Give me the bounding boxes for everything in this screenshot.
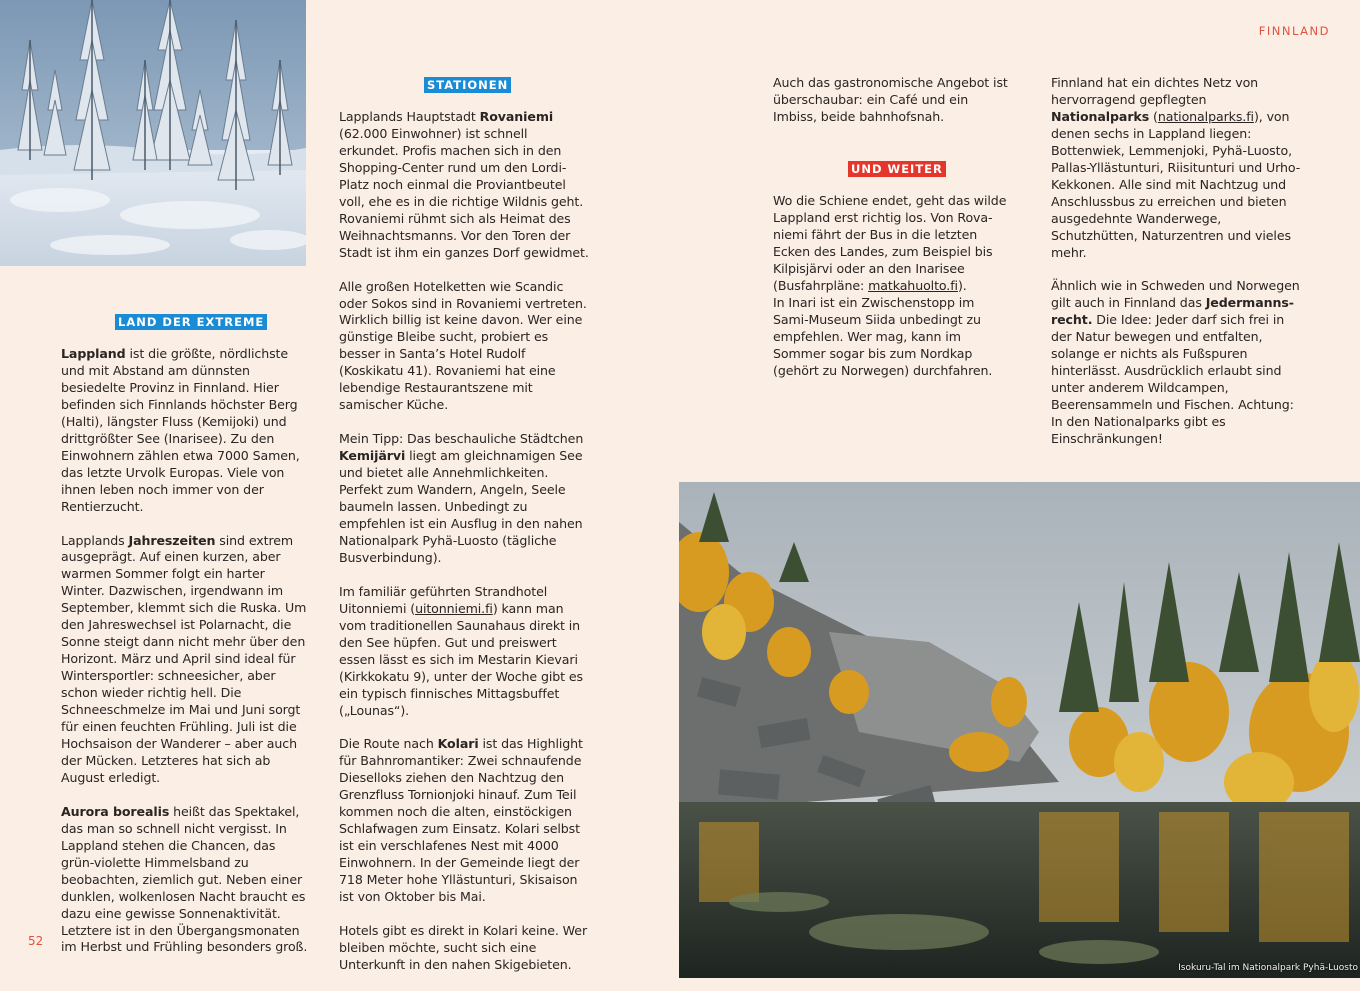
column-3-top (773, 75, 1008, 143)
link-nationalparks[interactable]: nationalparks.fi (1157, 108, 1254, 124)
paragraph: Lapplands Jahreszeiten sind extrem ausgeprägt. Auf einen kurzen, aber warmen Sommer folgt ein harter Winter. Dazwischen, irgendwann im September, klemmt sich die Ruska. Um den Jahreswechsel ist Polarnacht, die Sonne steigt dann nicht mehr über den Horizont. März und April sind ideal für Wintersportler: schneesicher, aber schon wieder richtig hell. Die Schneeschmelze im Mai und Juni sorgt für einen feuchten Frühling. Juli ist die Hochsaison der Wanderer – aber auch der Mücken. Letzteres hat sich ab August erledigt. (61, 532, 307, 785)
paragraph: Alle großen Hotelketten wie Scandic oder Sokos sind in Rovaniemi vertreten. Wirklich billig ist keine davon. Wer eine günstige Bleibe sucht, probiert es besser in Santa’s Hotel Rudolf (Koskikatu 41). Rovaniemi hat eine lebendige Restaurantszene mit samischer Küche. (339, 278, 587, 413)
paragraph: Im familiär geführten Strandhotel Uitonniemi (uitonniemi.fi) kann man vom traditionellen Saunahaus direkt in den See hüpfen. Gut und preiswert essen lässt es sich im Mestarin Kievari (Kirkkokatu 9), unter der Woche gibt es ein typisch finnisches Mittagsbuffet („Lounas“). (339, 583, 584, 718)
column-2 (339, 109, 589, 991)
tag-und-weiter: UND WEITER (848, 161, 946, 177)
paragraph: Hotels gibt es direkt in Kolari keine. Wer bleiben möchte, sucht sich eine Unterkunft in den nahen Skigebieten. (339, 922, 588, 972)
column-4 (1051, 75, 1303, 465)
column-1 (61, 346, 309, 973)
snowy-forest-photo (0, 0, 306, 266)
page-number: 52 (28, 934, 44, 948)
paragraph: Finnland hat ein dichtes Netz von hervorragend gepflegten Nationalparks (nationalparks.fi), von denen sechs in Lappland liegen: Bottenwiek, Lemmenjoki, Pyhä-Luosto, Pallas-Yllästunturi, Riisitunturi und Urho-Kekkonen. Alle sind mit Nachtzug und Anschlussbus zu erreichen und bieten ausgedehnte Wanderwege, Schutzhütten, Naturzentren und vieles mehr. (1051, 75, 1301, 260)
paragraph: Auch das gastronomische Angebot ist überschaubar: ein Café und ein Imbiss, beide bahnhofsnah. (773, 75, 1008, 124)
link-matkahuolto[interactable]: matkahuolto.fi (868, 277, 958, 293)
tag-land-der-extreme: LAND DER EXTREME (115, 314, 267, 330)
paragraph: Aurora borealis heißt das Spektakel, das man so schnell nicht vergisst. In Lappland stehen die Chancen, das grün-violette Himmelsband zu beobachten, ziemlich gut. Neben einer dunklen, wolkenlosen Nacht braucht es dazu eine gewisse Sonnenaktivität. Letztere ist in den Übergangsmonaten im Herbst und Frühling besonders groß. (61, 803, 308, 955)
tag-stationen: STATIONEN (424, 77, 511, 93)
paragraph: Mein Tipp: Das beschauliche Städtchen Kemijärvi liegt am gleichnamigen See und bietet alle Annehmlichkeiten. Perfekt zum Wandern, Angeln, Seele baumeln lassen. Unbedingt zu empfehlen ist ein Ausflug in den nahen Nationalpark Pyhä-Luosto (tägliche Busverbindung). (339, 431, 584, 565)
section-header: FINNLAND (1258, 24, 1330, 38)
column-3 (773, 193, 1008, 396)
autumn-lake-photo (679, 482, 1360, 978)
photo-caption: Isokuru-Tal im Nationalpark Pyhä-Luosto (1178, 963, 1358, 973)
link-uitonniemi[interactable]: uitonniemi.fi (415, 600, 493, 616)
paragraph: Wo die Schiene endet, geht das wilde Lappland erst richtig los. Von Rovaniemi fährt der Bus in die letzten Ecken des Landes, zum Beispiel bis Kilpisjärvi oder an den Inarisee (Busfahrpläne: matkahuolto.fi). In Inari ist ein Zwischenstopp im Sami-Museum Siida unbedingt zu empfehlen. Wer mag, kann im Sommer sogar bis zum Nordkap (gehört zu Norwegen) durchfahren. (773, 193, 1007, 378)
paragraph: Ähnlich wie in Schweden und Norwegen gilt auch in Finnland das Jedermannsrecht. Die Idee: Jeder darf sich frei in der Natur bewegen und entfalten, solange er nichts als Fußspuren hinterlässt. Ausdrücklich erlaubt sind unter anderem Wildcampen, Beerensammeln und Fischen. Achtung: In den Nationalparks gibt es Einschränkungen! (1051, 278, 1300, 447)
paragraph: Die Route nach Kolari ist das Highlight für Bahnromantiker: Zwei schnaufende Dieselloks ziehen den Nachtzug den Grenzfluss Tornionjoki hinauf. Zum Teil kommen noch die alten, einstöckigen Schlafwagen zum Einsatz. Kolari selbst ist ein verschlafenes Nest mit 4000 Einwohnern. In der Gemeinde liegt der 718 Meter hohe Yllästunturi, Skisaison ist von Oktober bis Mai. (339, 736, 583, 905)
paragraph: Lappland ist die größte, nördlichste und mit Abstand am dünnsten besiedelte Provinz in Finnland. Hier befinden sich Finnlands höchster Berg (Halti), längster Fluss (Kemijoki) und drittgrößter See (Inarisee). Zu den Einwohnern zählen etwa 7000 Samen, das letzte Urvolk Europas. Viele von ihnen leben noch immer von der Rentierzucht. (61, 346, 300, 514)
paragraph: Lapplands Hauptstadt Rovaniemi (62.000 Einwohner) ist schnell erkundet. Profis machen sich in den Shopping-Center rund um den Lordi-Platz noch einmal die Proviantbeutel voll, ehe es in die richtige Wildnis geht. Rovaniemi rühmt sich als Heimat des Weihnachtsmanns. Vor den Toren der Stadt ist ihm ein ganzes Dorf gewidmet. (339, 109, 589, 260)
